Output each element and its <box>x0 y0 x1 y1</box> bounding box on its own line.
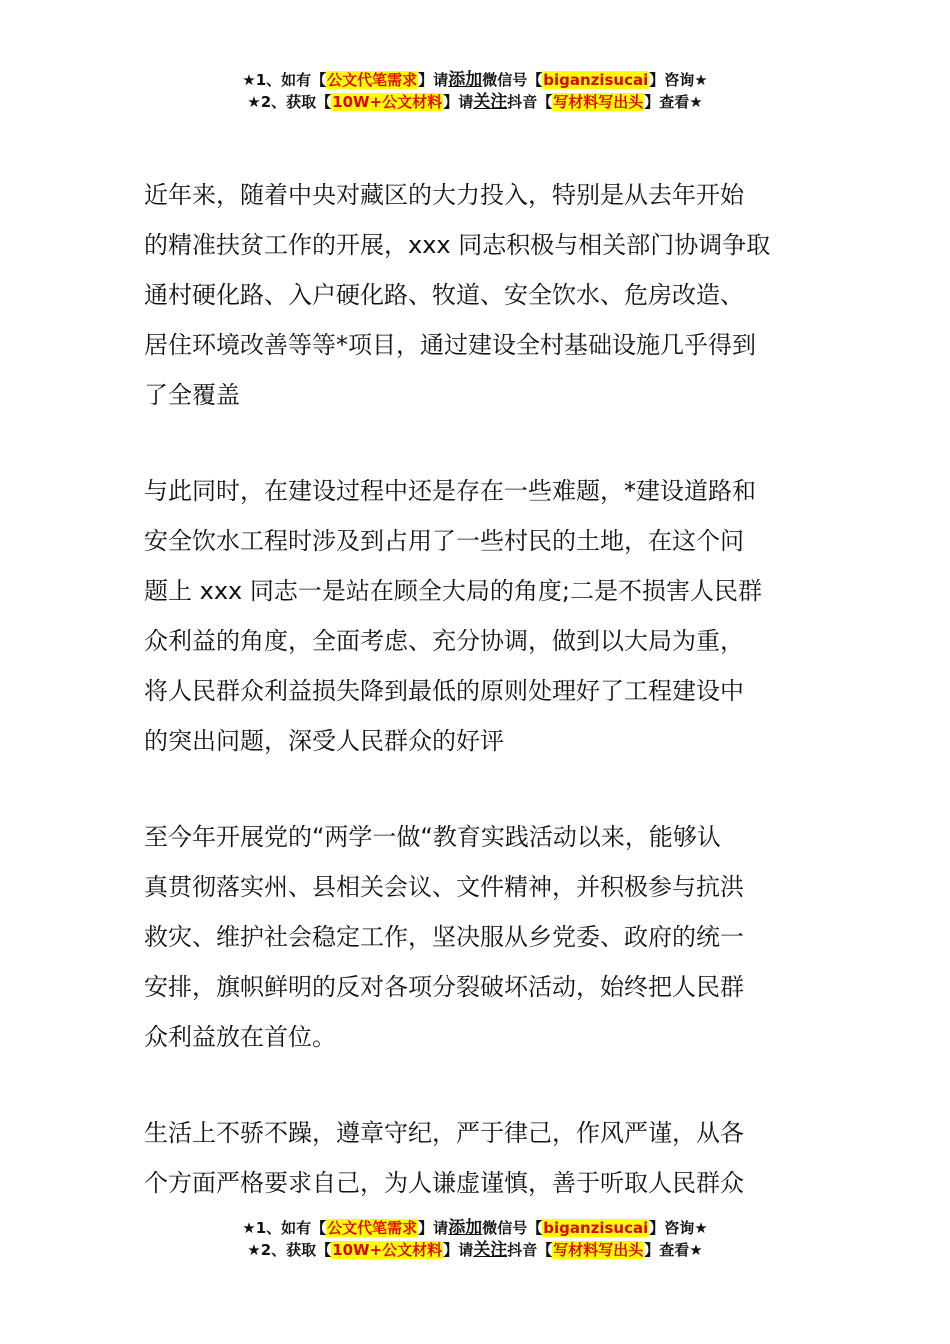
text-line: 众利益放在首位。 <box>144 1023 336 1051</box>
banner-line-1: ★1、如有【公文代笔需求】请添加微信号【biganzisucai】咨询★ <box>242 70 708 90</box>
star-icon: ★ <box>689 93 703 111</box>
highlight-wechat-id: biganzisucai <box>543 71 649 89</box>
paragraph-4 <box>144 1108 808 1208</box>
highlight-wechat-id: biganzisucai <box>543 1219 649 1237</box>
banner-line-2: ★2、获取【10W+公文材料】请关注抖音【写材料写出头】查看★ <box>247 92 703 112</box>
paragraph-3 <box>144 812 808 1062</box>
star-icon: ★ <box>247 93 261 111</box>
text-line: 近年来，随着中央对藏区的大力投入，特别是从去年开始 <box>144 181 744 209</box>
text-line: 真贯彻落实州、县相关会议、文件精神，并积极参与抗洪 <box>144 873 744 901</box>
highlight-materials: 10W+公文材料 <box>332 93 443 111</box>
text-line: 至今年开展党的“两学一做“教育实践活动以来，能够认 <box>144 823 721 851</box>
text-line: 生活上不骄不躁，遵章守纪，严于律己，作风严谨，从各 <box>144 1119 744 1147</box>
highlight-douyin: 写材料写出头 <box>553 93 644 111</box>
star-icon: ★ <box>694 71 708 89</box>
text-line: 与此同时，在建设过程中还是存在一些难题，*建设道路和 <box>144 477 756 505</box>
text-line: 居住环境改善等等*项目，通过建设全村基础设施几乎得到 <box>144 331 756 359</box>
text-line: 将人民群众利益损失降到最低的原则处理好了工程建设中 <box>144 677 744 705</box>
underlined-add: 添加 <box>448 1218 483 1238</box>
text-line: 众利益的角度，全面考虑、充分协调，做到以大局为重， <box>144 627 744 655</box>
text-line: 通村硬化路、入户硬化路、牧道、安全饮水、危房改造、 <box>144 281 744 309</box>
highlight-douyin: 写材料写出头 <box>553 1241 644 1259</box>
text-line: 安全饮水工程时涉及到占用了一些村民的土地，在这个问 <box>144 527 744 555</box>
star-icon: ★ <box>689 1241 703 1259</box>
banner-line-1: ★1、如有【公文代笔需求】请添加微信号【biganzisucai】咨询★ <box>242 1218 708 1238</box>
highlight-service: 公文代笔需求 <box>327 71 418 89</box>
highlight-service: 公文代笔需求 <box>327 1219 418 1237</box>
header-banner <box>0 69 950 113</box>
text-line: 的精准扶贫工作的开展，xxx 同志积极与相关部门协调争取 <box>144 231 771 259</box>
underlined-follow: 关注 <box>473 1240 508 1260</box>
underlined-follow: 关注 <box>473 92 508 112</box>
text-line: 的突出问题，深受人民群众的好评 <box>144 727 504 755</box>
text-line: 个方面严格要求自己，为人谦虚谨慎，善于听取人民群众 <box>144 1169 744 1197</box>
star-icon: ★ <box>242 1219 256 1237</box>
footer-banner <box>0 1217 950 1261</box>
star-icon: ★ <box>242 71 256 89</box>
underlined-add: 添加 <box>448 70 483 90</box>
star-icon: ★ <box>694 1219 708 1237</box>
text-line: 题上 xxx 同志一是站在顾全大局的角度;二是不损害人民群 <box>144 577 762 605</box>
document-body <box>144 170 808 1254</box>
star-icon: ★ <box>247 1241 261 1259</box>
paragraph-2 <box>144 466 808 766</box>
paragraph-1 <box>144 170 808 420</box>
highlight-materials: 10W+公文材料 <box>332 1241 443 1259</box>
text-line: 救灾、维护社会稳定工作，坚决服从乡党委、政府的统一 <box>144 923 744 951</box>
banner-line-2: ★2、获取【10W+公文材料】请关注抖音【写材料写出头】查看★ <box>247 1240 703 1260</box>
text-line: 安排，旗帜鲜明的反对各项分裂破坏活动，始终把人民群 <box>144 973 744 1001</box>
text-line: 了全覆盖 <box>144 381 240 409</box>
